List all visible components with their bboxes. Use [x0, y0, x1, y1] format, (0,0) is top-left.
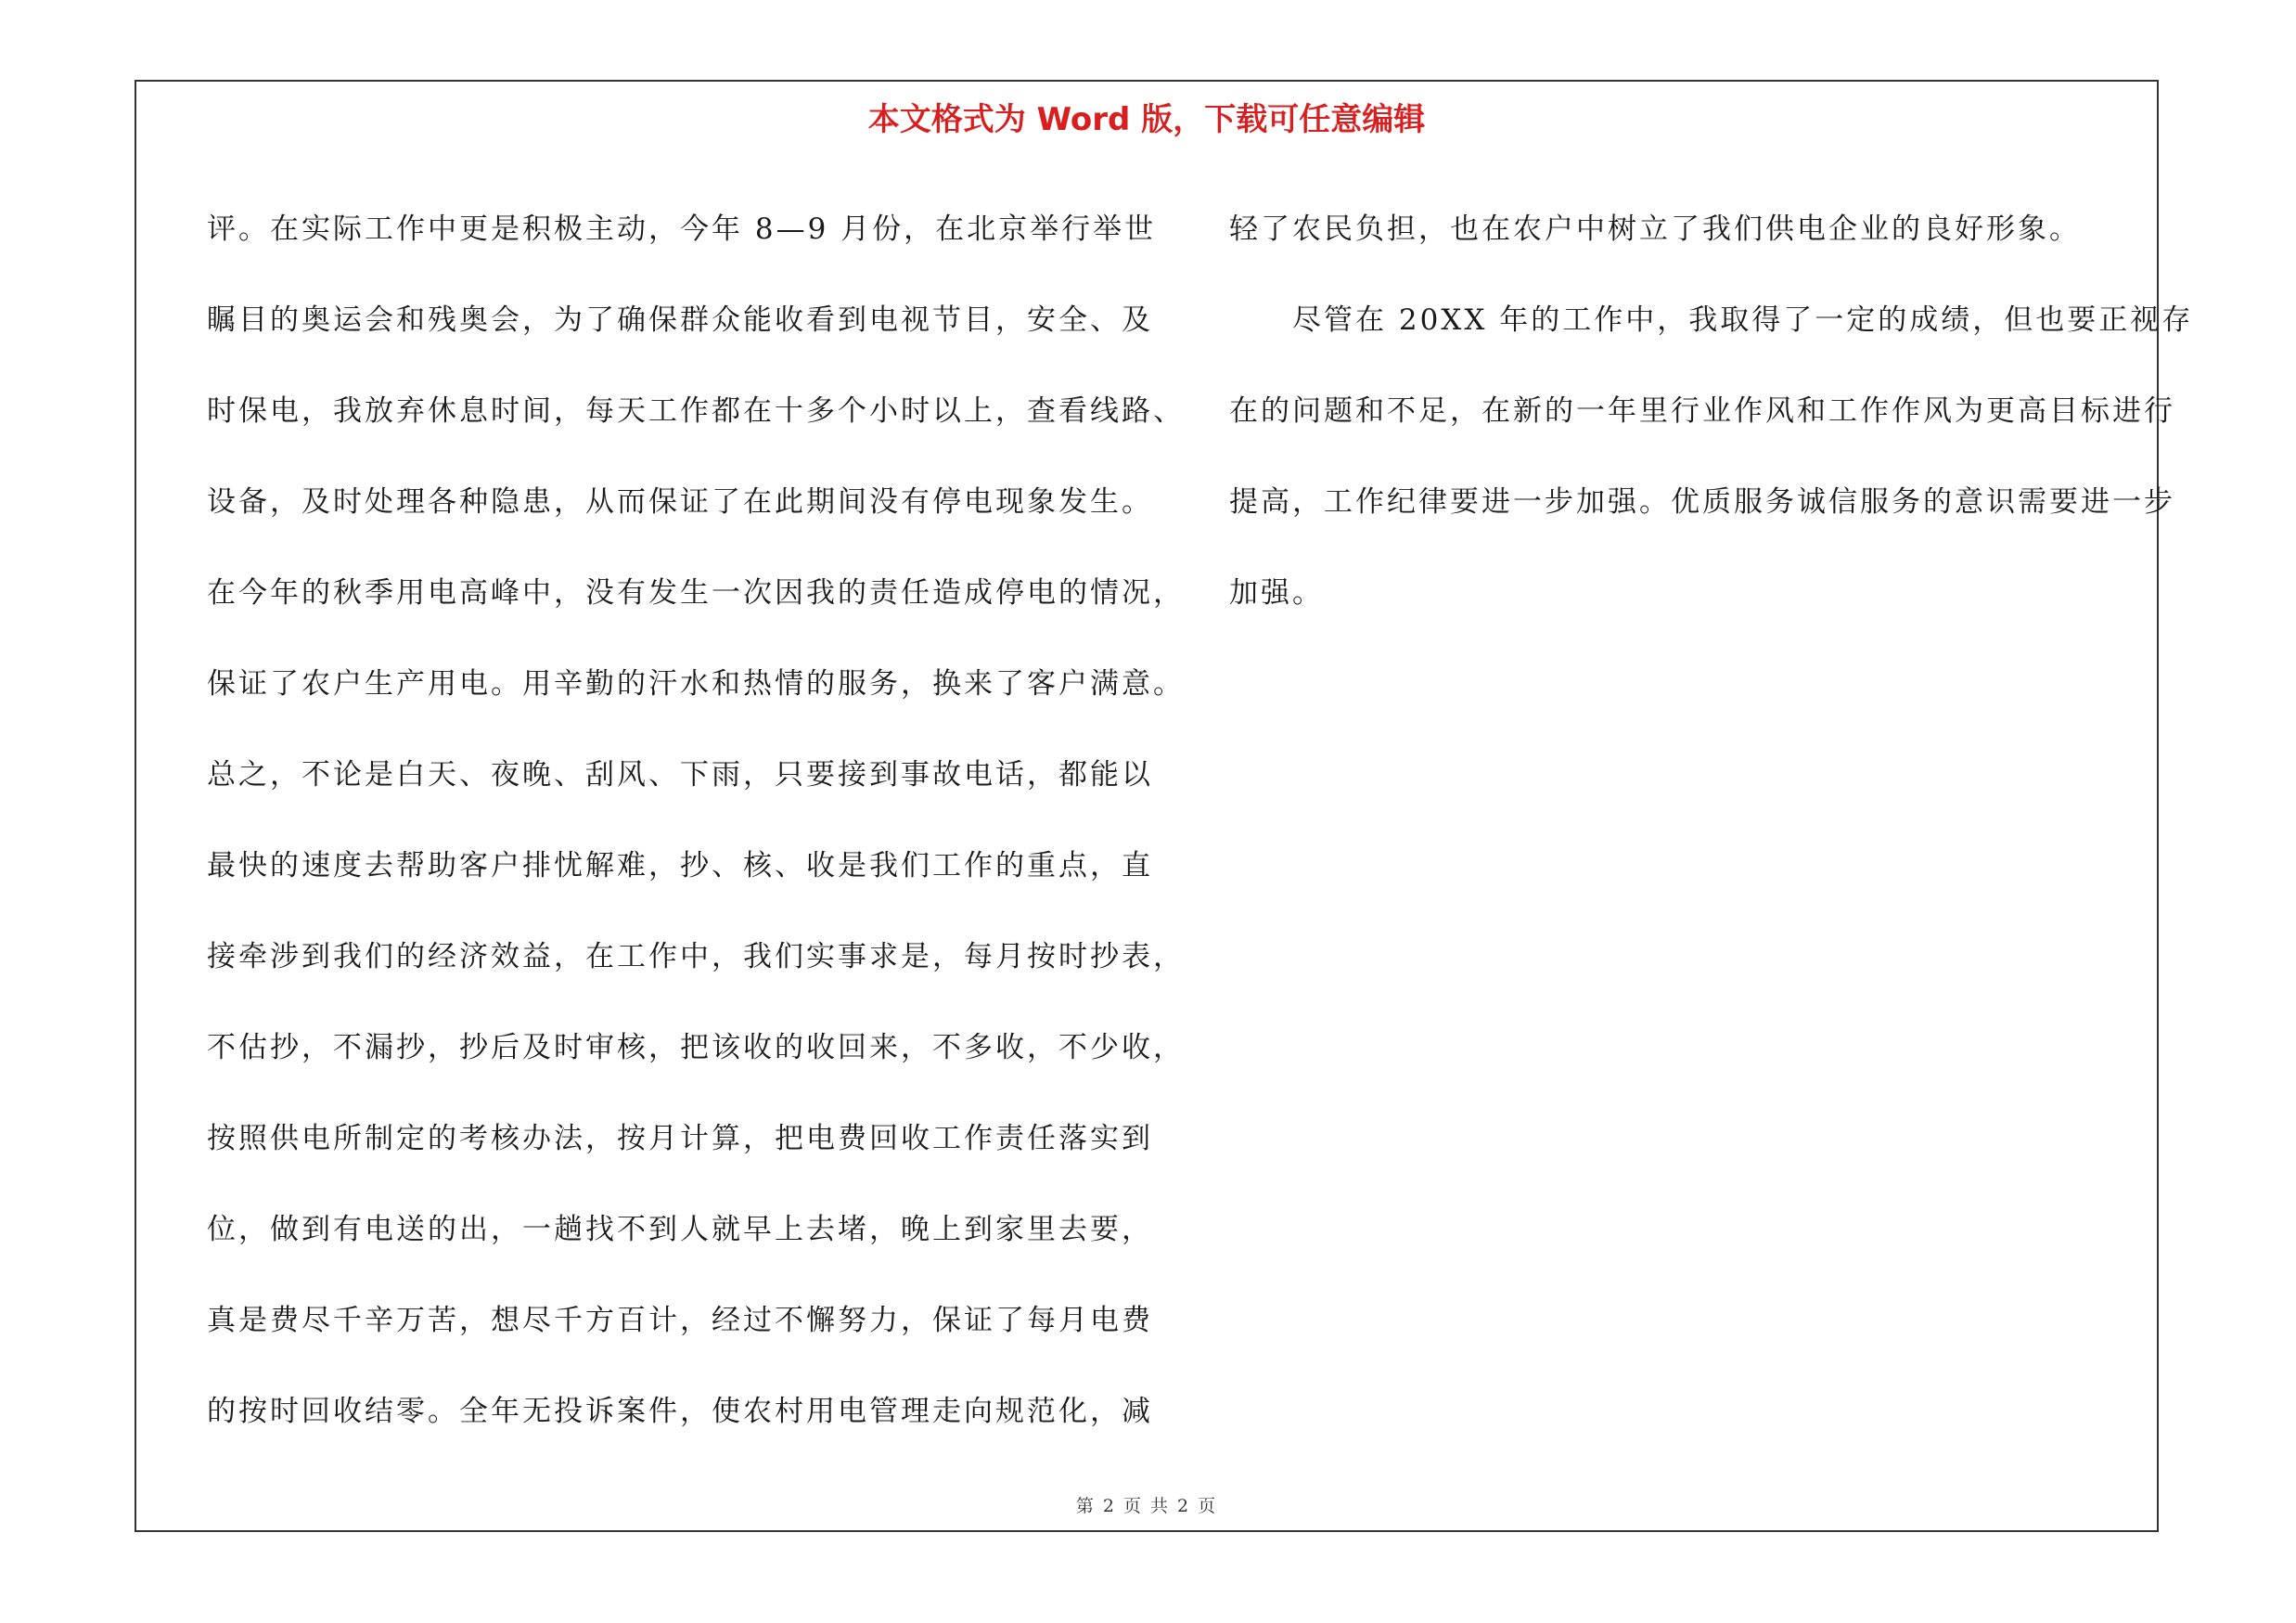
text-line: 设备，及时处理各种隐患，从而保证了在此期间没有停电现象发生。 [207, 485, 1153, 519]
text-line: 轻了农民负担，也在农户中树立了我们供电企业的良好形象。 [1229, 213, 2081, 246]
text-line: 提高，工作纪律要进一步加强。优质服务诚信服务的意识需要进一步 [1229, 485, 2175, 519]
text-line: 真是费尽千辛万苦，想尽千方百计，经过不懈努力，保证了每月电费 [207, 1304, 1153, 1337]
text-line: 在的问题和不足，在新的一年里行业作风和工作作风为更高目标进行 [1229, 394, 2175, 428]
text-line: 总之，不论是白天、夜晚、刮风、下雨，只要接到事故电话，都能以 [207, 758, 1153, 792]
text-line: 按照供电所制定的考核办法，按月计算，把电费回收工作责任落实到 [207, 1122, 1153, 1155]
text-line: 加强。 [1229, 576, 1324, 610]
text-line: 评。在实际工作中更是积极主动，今年 8—9 月份，在北京举行举世 [207, 213, 1157, 246]
text-line: 在今年的秋季用电高峰中，没有发生一次因我的责任造成停电的情况， [207, 576, 1185, 610]
text-line: 保证了农户生产用电。用辛勤的汗水和热情的服务，换来了客户满意。 [207, 667, 1185, 701]
page-frame [135, 80, 2194, 1532]
right-text-column [1229, 184, 2194, 638]
text-line: 的按时回收结零。全年无投诉案件，使农村用电管理走向规范化，减 [207, 1395, 1153, 1428]
text-line: 不估抄，不漏抄，抄后及时审核，把该收的收回来，不多收，不少收， [207, 1031, 1185, 1064]
page-number: 第 2 页 共 2 页 [1075, 1496, 1218, 1516]
word-format-notice: 本文格式为 Word 版，下载可任意编辑 [867, 101, 1426, 138]
text-line: 最快的速度去帮助客户排忧解难，抄、核、收是我们工作的重点，直 [207, 849, 1153, 882]
text-line: 瞩目的奥运会和残奥会，为了确保群众能收看到电视节目，安全、及 [207, 303, 1153, 337]
text-line: 尽管在 20XX 年的工作中，我取得了一定的成绩，但也要正视存 [1229, 303, 2194, 337]
text-line: 接牵涉到我们的经济效益，在工作中，我们实事求是，每月按时抄表， [207, 940, 1185, 973]
text-line: 时保电，我放弃休息时间，每天工作都在十多个小时以上，查看线路、 [207, 394, 1185, 428]
left-text-column [207, 184, 1185, 1457]
text-line: 位，做到有电送的出，一趟找不到人就早上去堵，晚上到家里去要， [207, 1213, 1153, 1246]
